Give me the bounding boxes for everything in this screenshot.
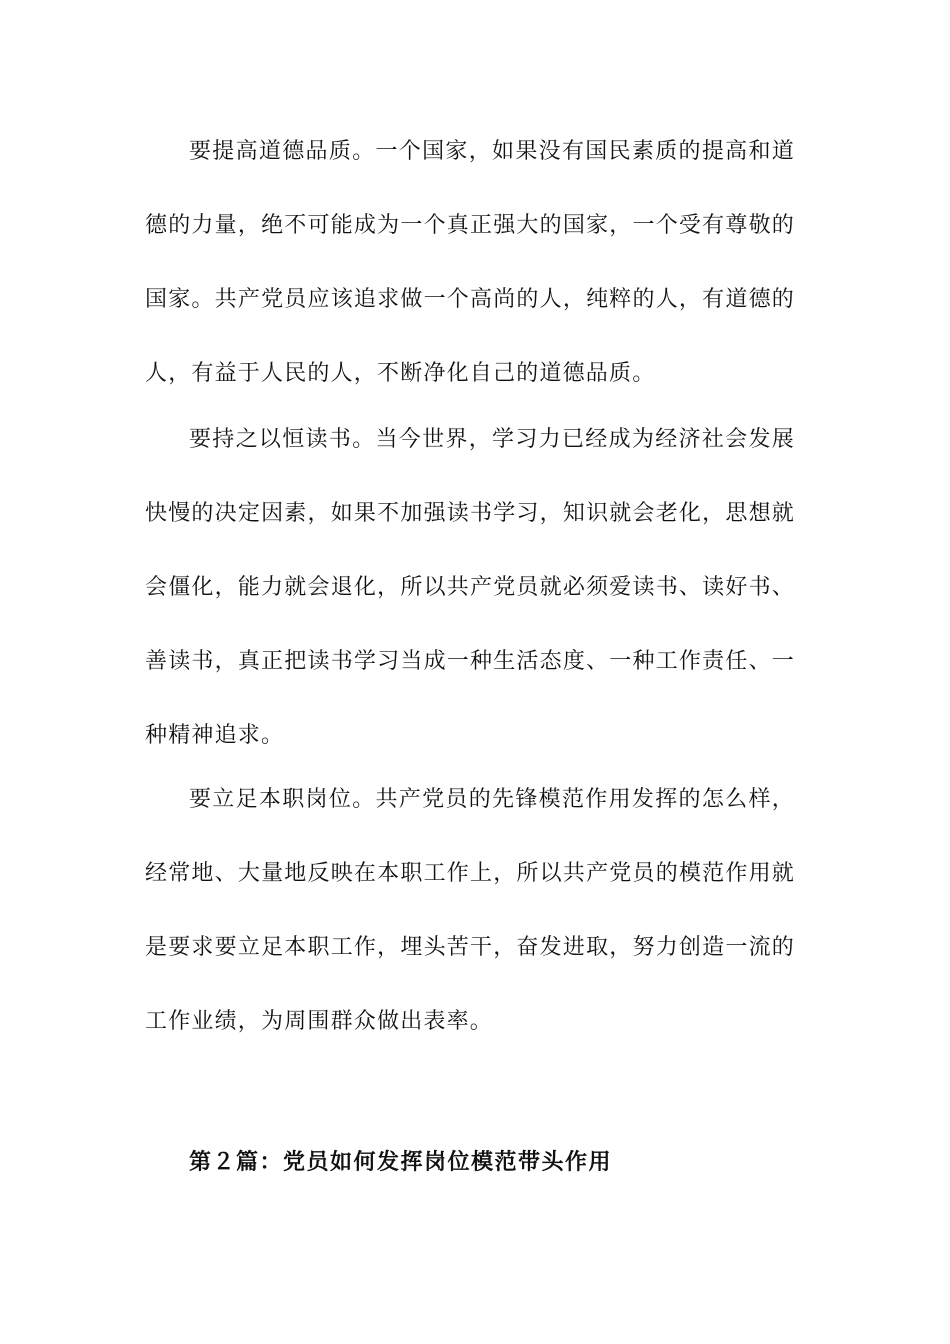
paragraph-reading: 要持之以恒读书。当今世界，学习力已经成为经济社会发展快慢的决定因素，如果不加强读书学习，知识就会老化，思想就会僵化，能力就会退化，所以共产党员就必须爱读书、读好书、善读书，真正把读书学习当成一种生活态度、一种工作责任、一种精神追求。: [145, 427, 795, 748]
section-heading: 第２篇：党员如何发挥岗位模范带头作用: [189, 1150, 613, 1175]
paragraph-moral-quality: 要提高道德品质。一个国家，如果没有国民素质的提高和道德的力量，绝不可能成为一个真正强大的国家，一个受有尊敬的国家。共产党员应该追求做一个高尚的人，纯粹的人，有道德的人，有益于人民的人，不断净化自己的道德品质。: [145, 139, 795, 386]
paragraph-job-post: 要立足本职岗位。共产党员的先锋模范作用发挥的怎么样，经常地、大量地反映在本职工作上，所以共产党员的模范作用就是要求要立足本职工作，埋头苦干，奋发进取，努力创造一流的工作业绩，为周围群众做出表率。: [145, 787, 795, 1034]
